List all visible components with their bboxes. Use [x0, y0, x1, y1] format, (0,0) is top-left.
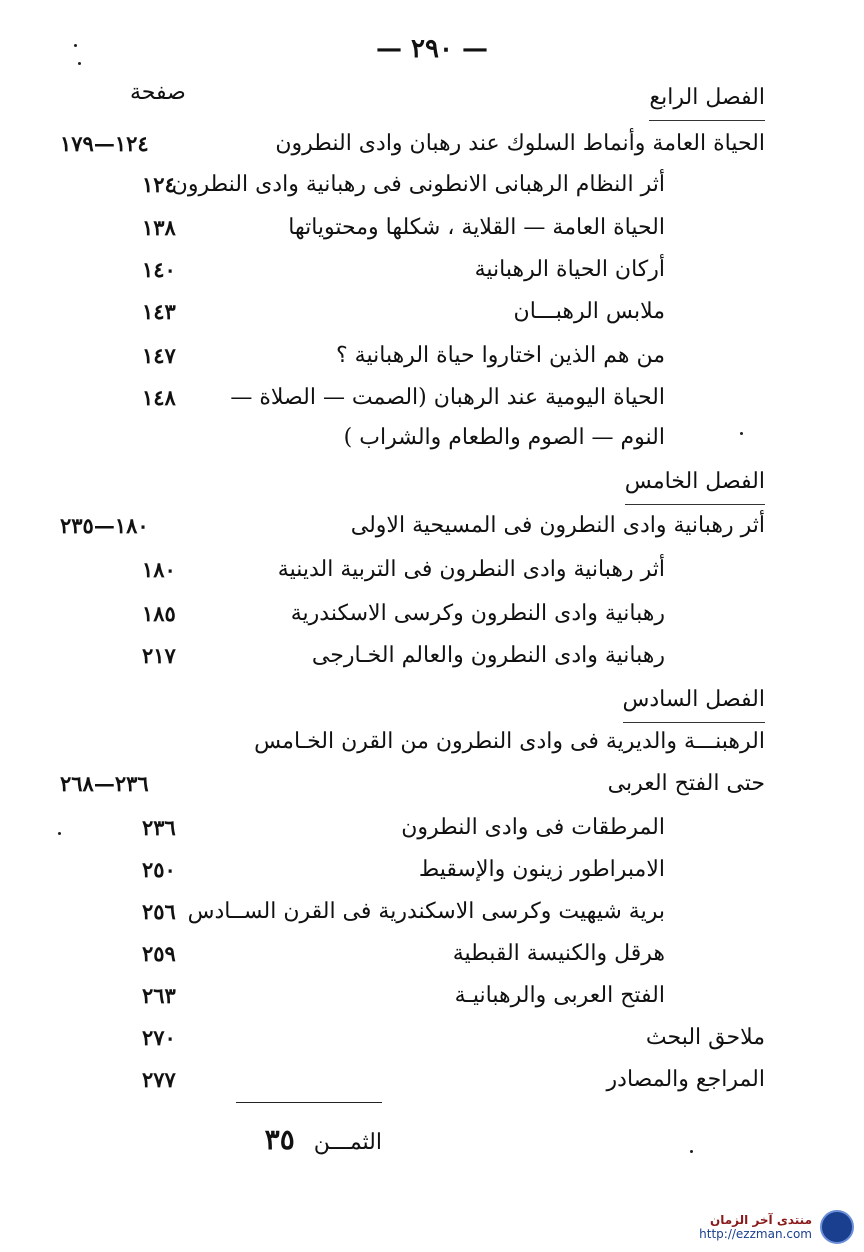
- entry-page-number: ١٢٤: [142, 172, 176, 197]
- entry-page-number: ٢١٧: [142, 643, 176, 668]
- toc-entry-row: [60, 124, 765, 164]
- chapter-title: الفصل الخامس: [625, 462, 765, 505]
- entry-title: أركان الحياة الرهبانية: [474, 257, 665, 282]
- toc-entry-row: [60, 850, 765, 890]
- entry-title: أثر رهبانية وادى النطرون فى التربية الدينية: [277, 557, 665, 582]
- entry-title: أثر رهبانية وادى النطرون فى المسيحية الاولى: [350, 513, 765, 538]
- chapter-heading-row: [60, 78, 765, 118]
- scan-speck: [74, 44, 77, 47]
- toc-entry-row: [60, 418, 765, 458]
- entry-title: رهبانية وادى النطرون والعالم الخـارجى: [311, 643, 665, 668]
- toc-entry-row: [60, 1018, 765, 1058]
- entry-page-number: ٢٧٧: [142, 1067, 176, 1092]
- chapter-heading-row: [60, 462, 765, 502]
- toc-entry-row: [60, 165, 765, 205]
- entry-title: النوم — الصوم والطعام والشراب ): [343, 425, 665, 450]
- entry-title: الفتح العربى والرهبانيـة: [454, 983, 665, 1008]
- entry-page-number: ١٤٧: [142, 343, 176, 368]
- entry-title: المرطقات فى وادى النطرون: [401, 815, 665, 840]
- entry-title: الحياة العامة وأنماط السلوك عند رهبان وادى النطرون: [275, 131, 765, 156]
- toc-entry-row: [60, 208, 765, 248]
- entry-page-number: ١٤٠: [142, 257, 176, 282]
- page-column-heading: صفحة: [130, 80, 186, 105]
- watermark-url: http://ezzman.com: [699, 1227, 812, 1241]
- toc-entry-row: [60, 250, 765, 290]
- entry-page-number: ٢٥٦: [142, 899, 176, 924]
- scan-speck: [740, 432, 743, 435]
- entry-title: ملابس الرهبـــان: [513, 299, 665, 324]
- toc-entry-row: [60, 722, 765, 762]
- toc-entry-row: [60, 976, 765, 1016]
- entry-title: الرهبنـــة والديرية فى وادى النطرون من القرن الخـامس: [254, 729, 765, 754]
- entry-page-number: ١٢٤—١٧٩: [60, 131, 149, 156]
- price-label: الثمـــن: [313, 1130, 382, 1155]
- entry-page-number: ٢٣٦: [142, 815, 176, 840]
- toc-entry-row: [60, 934, 765, 974]
- price-value: ٣٥: [264, 1123, 295, 1156]
- toc-entry-row: [60, 1060, 765, 1100]
- entry-title: برية شيهيت وكرسى الاسكندرية فى القرن الســادس: [187, 899, 665, 924]
- entry-title: ملاحق البحث: [645, 1025, 765, 1050]
- scan-speck: [58, 832, 61, 835]
- entry-title: المراجع والمصادر: [606, 1067, 765, 1092]
- entry-title: الحياة العامة — القلاية ، شكلها ومحتوياتها: [288, 215, 665, 240]
- toc-entry-row: [60, 636, 765, 676]
- toc-entry-row: [60, 594, 765, 634]
- entry-page-number: ٢٣٦—٢٦٨: [60, 771, 149, 796]
- chapter-title: الفصل الرابع: [649, 78, 765, 121]
- forum-logo-icon: [820, 1210, 854, 1244]
- entry-page-number: ٢٦٣: [142, 983, 176, 1008]
- entry-page-number: ١٤٣: [142, 299, 176, 324]
- entry-page-number: ٢٥٩: [142, 941, 176, 966]
- toc-entry-row: [60, 892, 765, 932]
- entry-title: أثر النظام الرهبانى الانطونى فى رهبانية وادى النطرون: [171, 172, 665, 197]
- toc-entry-row: [60, 336, 765, 376]
- toc-entry-row: [60, 292, 765, 332]
- entry-page-number: ٢٧٠: [142, 1025, 176, 1050]
- toc-entry-row: [60, 378, 765, 418]
- chapter-title: الفصل السادس: [623, 680, 765, 723]
- toc-entry-row: [60, 808, 765, 848]
- forum-watermark: [699, 1210, 854, 1244]
- page-number: — ٢٩٠ —: [375, 34, 489, 64]
- entry-title: حتى الفتح العربى: [607, 771, 765, 796]
- entry-page-number: ١٨٠: [142, 557, 176, 582]
- price-box: [236, 1102, 382, 1156]
- entry-title: رهبانية وادى النطرون وكرسى الاسكندرية: [290, 601, 665, 626]
- entry-page-number: ٢٥٠: [142, 857, 176, 882]
- scan-speck: [78, 62, 81, 65]
- toc-entry-row: [60, 506, 765, 546]
- entry-title: الامبراطور زينون والإسقيط: [418, 857, 665, 882]
- entry-title: من هم الذين اختاروا حياة الرهبانية ؟: [336, 343, 665, 368]
- chapter-heading-row: [60, 680, 765, 720]
- entry-page-number: ١٣٨: [142, 215, 176, 240]
- entry-page-number: ١٤٨: [142, 385, 176, 410]
- entry-title: هرقل والكنيسة القبطية: [452, 941, 665, 966]
- toc-entry-row: [60, 550, 765, 590]
- watermark-site-name: منتدى آخر الزمان: [710, 1213, 812, 1227]
- entry-page-number: ١٨٥: [142, 601, 176, 626]
- toc-entry-row: [60, 764, 765, 804]
- entry-page-number: ١٨٠—٢٣٥: [60, 513, 149, 538]
- entry-title: الحياة اليومية عند الرهبان (الصمت — الصلاة —: [230, 385, 665, 410]
- scan-speck: [690, 1150, 693, 1153]
